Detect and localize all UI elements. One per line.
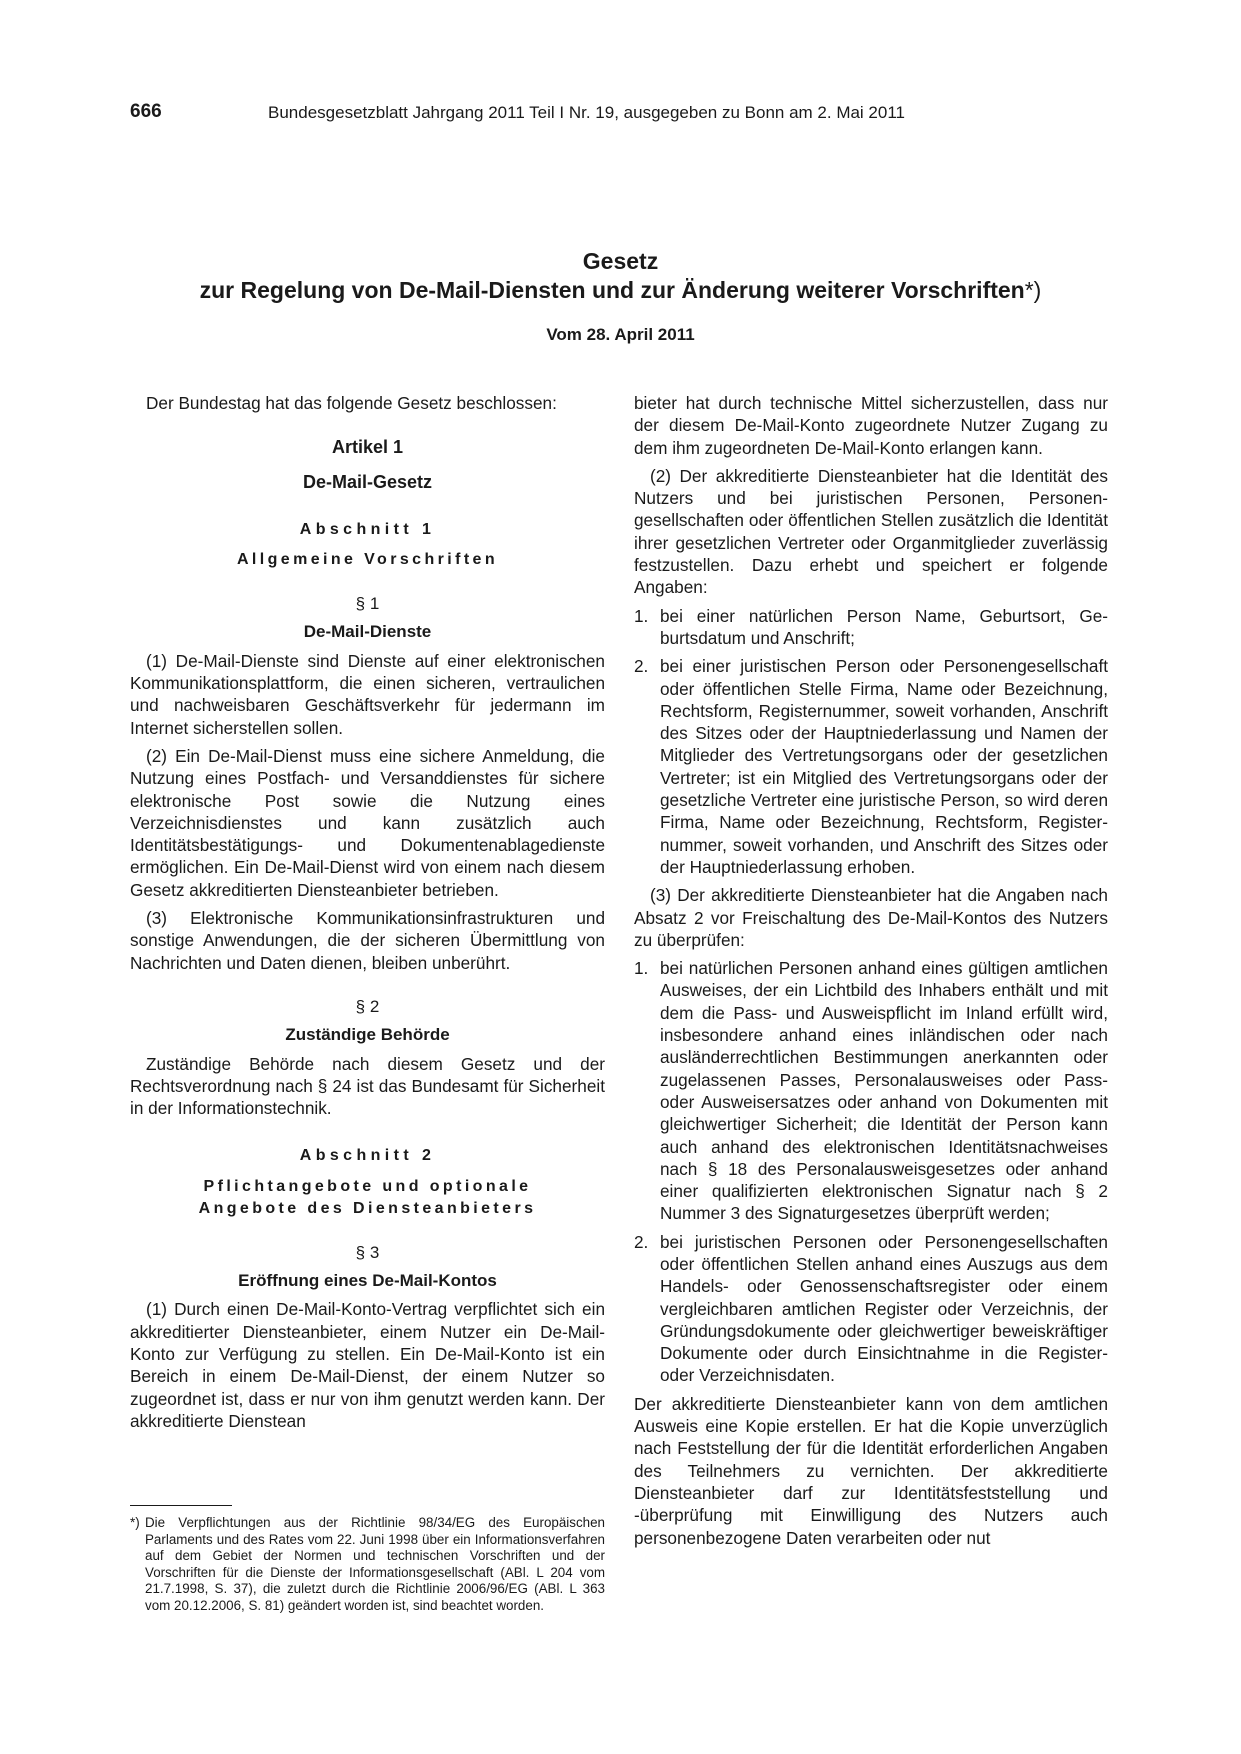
paragraph-title-3: Eröffnung eines De-Mail-Kontos <box>238 1271 497 1291</box>
section-title-2-line2: Angebote des Diensteanbieters <box>198 1199 537 1217</box>
list-item-text: bei einer juristischen Person oder Personengesellschaft oder öffentlichen Stelle Firma, Name oder Bezeichnung, Rechtsform, Registernummer, soweit vorhanden, Anschrift des Sitzes oder der Hauptniederlassung und Namen der Mitglieder des Vertretungsorgans oder der gesetzlichen Vertreter; ist ein Mitglied des Vertretungsorgans oder der gesetzliche Vertreter eine juristische Person, so wird deren Firma, Name oder Bezeichnung, Rechtsform, Registernummer, soweit vorhanden, und Anschrift des Sitzes oder der Hauptniederlassung erhoben. <box>660 656 1108 877</box>
paragraph-1-subsection-1: (1) De-Mail-Dienste sind Dienste auf einer elektronischen Kommunikationsplattform, die einen sicheren, vertraulichen und nachweisbaren Geschäftsverkehr für jedermann im Internet sicherstellen sollen. <box>130 650 605 738</box>
law-title-text: zur Regelung von De-Mail-Diensten und zur Änderung weiterer Vorschriften <box>199 277 1025 303</box>
page-number: 666 <box>130 101 162 122</box>
right-column <box>634 392 1108 1555</box>
paragraph-title-1: De-Mail-Dienste <box>303 622 432 642</box>
footnote-text: Die Verpflichtungen aus der Richtlinie 98/34/EG des Europäischen Parlaments und des Rates vom 22. Juni 1998 über ein Informationsverfahren auf dem Gebiet der Normen und technischen Vorschriften und der Vorschriften für die Dienste der Informationsgesellschaft (ABl. L 204 vom 21.7.1998, S. 37), die zuletzt durch die Richtlinie 2006/96/EG (ABl. L 363 vom 20.12.2006, S. 81) geändert worden ist, sind beachtet worden. <box>145 1515 605 1613</box>
list-item-text: bei juristischen Personen oder Personengesellschaften oder öffentlichen Stellen anhand eines Auszugs aus dem Handels- oder Genossenschaftsregister oder einem vergleichbaren amtlichen Register oder Verzeichnis, der Gründungsdokumente oder gleichwertiger beweiskräftiger Dokumente oder durch Einsichtnahme in die Register- oder Verzeichnisdaten. <box>660 1231 1108 1386</box>
paragraph-2-text: Zuständige Behörde nach diesem Gesetz und der Rechtsverordnung nach § 24 ist das Bundesamt für Sicherheit in der Informationstechnik. <box>130 1053 605 1119</box>
footnote-separator <box>130 1505 232 1506</box>
paragraph-3-closing: Der akkreditierte Diensteanbieter kann von dem amtlichen Ausweis eine Kopie erstellen. Er hat die Kopie unverzüglich nach Feststellung der für die Identität erforderlichen Angaben des Teilnehmers zu vernichten. Der akkreditierte Diensteanbieter darf zur Identitätsfeststellung und -überprüfung mit Einwilligung des Nutzers auch personenbezogene Daten verarbeiten oder nut <box>634 1393 1108 1548</box>
paragraph-1-subsection-3: (3) Elektronische Kommunikationsinfrastrukturen und sonstige Anwendungen, die der sicheren Übermittlung von Nachrichten und Daten dienen, bleiben unberührt. <box>130 908 605 973</box>
title-footnote-marker[interactable]: *) <box>1024 277 1042 303</box>
article-title: De-Mail-Gesetz <box>302 471 433 492</box>
paragraph-3-subsection-1-continued: bieter hat durch technische Mittel sicherzustellen, dass nur der diesem De-Mail-Konto zugeordnete Nutzer Zugang zu dem ihm zugeordneten De-Mail-Konto erlangen kann. <box>634 393 1108 458</box>
article-heading: Artikel 1 <box>331 437 404 458</box>
footnote <box>130 1515 605 1615</box>
paragraph-heading-2: § 2 <box>355 996 380 1016</box>
section-title-2-line1: Pflichtangebote und optionale <box>203 1177 532 1195</box>
section-title-1: Allgemeine Vorschriften <box>236 551 499 569</box>
list-item-number: 2. <box>634 656 649 677</box>
section-heading-2: Abschnitt 2 <box>299 1147 436 1165</box>
list-item-number: 1. <box>634 605 649 626</box>
list-item-text: bei einer natürlichen Person Name, Geburtsort, Geburtsdatum und Anschrift; <box>660 605 1108 648</box>
section-title-2 <box>130 1176 605 1220</box>
list-item <box>634 605 1108 650</box>
paragraph-3-subsection-2: (2) Der akkreditierte Diensteanbieter hat die Identität des Nutzers und bei juristischen Personen, Personengesellschaften oder öffentlichen Stellen zusätzlich die Identität ihrer gesetzlichen Vertreter oder Organmitglieder zuverlässig festzustellen. Dazu erhebt und speichert er folgende Angaben: <box>634 465 1108 598</box>
paragraph-1-subsection-2: (2) Ein De-Mail-Dienst muss eine sichere Anmeldung, die Nutzung eines Postfach- und Versanddienstes für sichere elektronische Post sowie die Nutzung eines Verzeichnisdienstes und kann zusätzlich auch Identitätsbestätigungs- und Dokumentenablagedienste ermöglichen. Ein De-Mail-Dienst wird von einem nach diesem Gesetz akkreditierten Diensteanbieter betrieben. <box>130 745 605 900</box>
law-date: Vom 28. April 2011 <box>546 325 695 344</box>
paragraph-heading-1: § 1 <box>355 594 380 614</box>
list-item-number: 1. <box>634 958 649 979</box>
list-item <box>634 655 1108 878</box>
list-item-text: bei natürlichen Personen anhand eines gültigen amtlichen Ausweises, der ein Lichtbild des Inhabers enthält und mit dem die Pass- und Ausweispflicht im Inland erfüllt wird, insbesondere anhand eines inländischen oder nach ausländerrechtlichen Bestimmungen anerkannten oder zugelassenen Passes, Personalausweises oder Pass- oder Ausweisersatzes oder anhand von Dokumenten mit gleichwertiger Sicherheit; die Identität der Person kann auch anhand des elektronischen Identitätsnachweises nach § 18 des Personalausweisgesetzes oder anhand einer qualifizierten elektronischen Signatur nach § 2 Nummer 3 des Signaturgesetzes überprüft werden; <box>660 958 1108 1224</box>
subsection-3-list <box>634 957 1108 1387</box>
law-title-line2 <box>0 277 1241 304</box>
subsection-2-list <box>634 605 1108 879</box>
running-head: Bundesgesetzblatt Jahrgang 2011 Teil I Nr. 19, ausgegeben zu Bonn am 2. Mai 2011 <box>268 103 905 122</box>
law-title-line1: Gesetz <box>582 248 659 274</box>
paragraph-title-2: Zuständige Behörde <box>285 1025 450 1045</box>
enactment-clause: Der Bundestag hat das folgende Gesetz beschlossen: <box>146 393 557 413</box>
paragraph-3-subsection-3: (3) Der akkreditierte Diensteanbieter hat die Angaben nach Absatz 2 vor Freischaltung des De-Mail-Kontos des Nutzers zu überprüfen: <box>634 885 1108 950</box>
section-heading-1: Abschnitt 1 <box>299 520 436 538</box>
list-item <box>634 957 1108 1225</box>
paragraph-heading-3: § 3 <box>355 1242 380 1262</box>
list-item <box>634 1231 1108 1387</box>
footnote-marker: *) <box>130 1515 140 1530</box>
list-item-number: 2. <box>634 1231 649 1252</box>
left-column <box>130 392 605 1438</box>
paragraph-3-subsection-1: (1) Durch einen De-Mail-Konto-Vertrag verpflichtet sich ein akkreditierter Diensteanbieter, einem Nutzer ein De-Mail-Konto zur Verfügung zu stellen. Ein De-Mail-Konto ist ein Bereich in einem De-Mail-Dienst, der einem Nutzer so zugeordnet ist, dass er nur von ihm genutzt werden kann. Der akkreditierte Dienstean <box>130 1299 605 1431</box>
